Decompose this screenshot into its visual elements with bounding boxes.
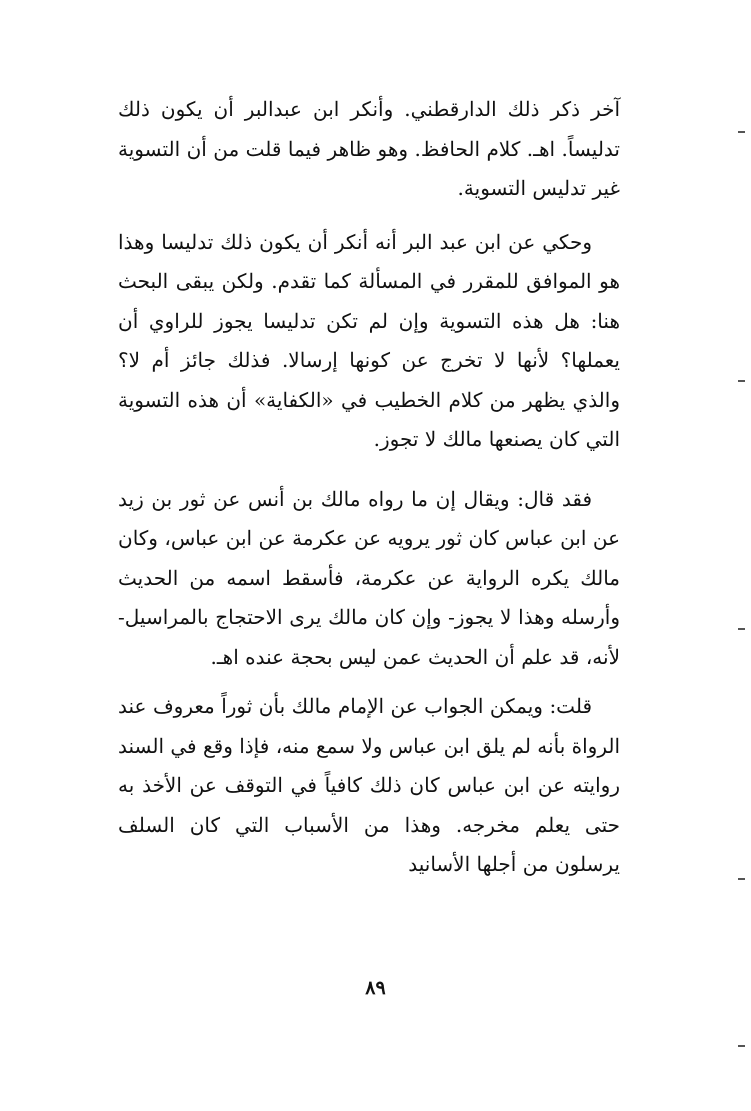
margin-mark bbox=[738, 380, 745, 382]
margin-mark bbox=[738, 131, 745, 133]
margin-mark bbox=[738, 628, 745, 630]
paragraph-4: قلت: ويمكن الجواب عن الإمام مالك بأن ثوراً معروف عند الرواة بأنه لم يلق ابن عباس ولا سمع منه، فإذا وقع في السند روايته عن ابن عباس كان ذلك كافياً في التوقف عن الأخذ به حتى يعلم مخرجه. وهذا من الأسباب التي كان السلف يرسلون من أجلها الأسانيد bbox=[118, 694, 620, 876]
margin-mark bbox=[738, 1045, 745, 1047]
paragraph-1: آخر ذكر ذلك الدارقطني. وأنكر ابن عبدالبر أن يكون ذلك تدليساً. اهـ. كلام الحافظ. وهو ظاهر فيما قلت من أن التسوية غير تدليس التسوية. bbox=[118, 97, 620, 200]
page-number: ٨٩ bbox=[365, 977, 386, 999]
page-body bbox=[118, 90, 620, 885]
margin-mark bbox=[738, 878, 745, 880]
paragraph-2: وحكي عن ابن عبد البر أنه أنكر أن يكون ذلك تدليسا وهذا هو الموافق للمقرر في المسألة كما تقدم. ولكن يبقى البحث هنا: هل هذه التسوية وإن لم تكن تدليسا يجوز للراوي أن يعملها؟ لأنها لا تخرج عن كونها إرسالا. فذلك جائز أم لا؟ والذي يظهر من كلام الخطيب في «الكفاية» أن هذه التسوية التي كان يصنعها مالك لا تجوز. bbox=[118, 229, 620, 451]
paragraph-3: فقد قال: ويقال إن ما رواه مالك بن أنس عن ثور بن زيد عن ابن عباس كان ثور يرويه عن عكرمة عن ابن عباس، وكان مالك يكره الرواية عن عكرمة، فأسقط اسمه من الحديث وأرسله وهذا لا يجوز- وإن كان مالك يرى الاحتجاج بالمراسيل-لأنه، قد علم أن الحديث عمن ليس بحجة عنده اهـ. bbox=[118, 486, 620, 669]
